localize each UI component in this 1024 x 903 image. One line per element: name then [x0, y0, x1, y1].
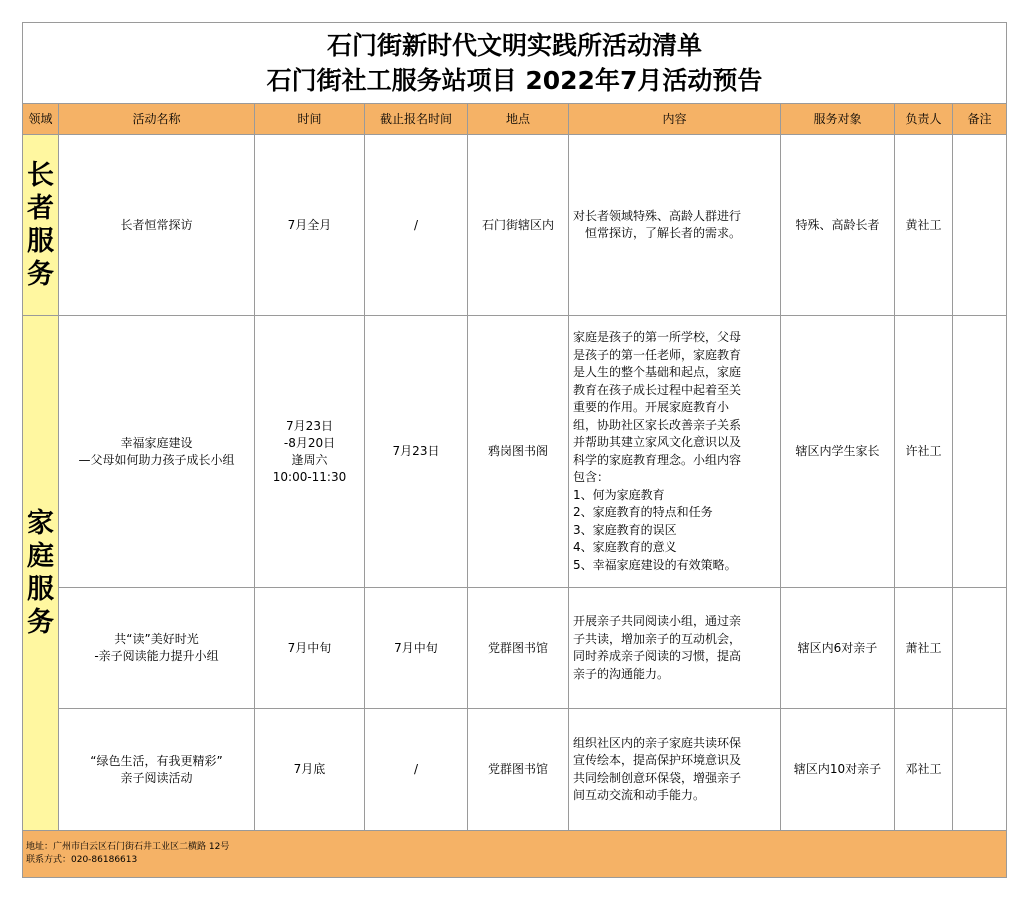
activity-deadline: / — [365, 135, 468, 316]
header-deadline: 截止报名时间 — [365, 104, 468, 135]
header-place: 地点 — [468, 104, 569, 135]
activity-note — [953, 316, 1007, 588]
activity-content: 开展亲子共同阅读小组，通过亲 子共读，增加亲子的互动机会， 同时养成亲子阅读的习惯，提高 亲子的沟通能力。 — [569, 588, 781, 709]
activity-table — [22, 22, 1007, 878]
activity-deadline: 7月23日 — [365, 316, 468, 588]
header-row — [23, 104, 1007, 135]
title-line-2: 石门街社工服务站项目 2022年7月活动预告 — [266, 66, 763, 95]
domain-elderly: 长者服务 — [23, 135, 59, 316]
header-target: 服务对象 — [781, 104, 895, 135]
activity-owner: 黄社工 — [895, 135, 953, 316]
activity-target: 辖区内10对亲子 — [781, 709, 895, 831]
activity-name: 共“读”美好时光 -亲子阅读能力提升小组 — [59, 588, 255, 709]
activity-name: 幸福家庭建设 —父母如何助力孩子成长小组 — [59, 316, 255, 588]
activity-name: “绿色生活，有我更精彩” 亲子阅读活动 — [59, 709, 255, 831]
activity-time: 7月23日 -8月20日 逢周六 10:00-11:30 — [255, 316, 365, 588]
header-note: 备注 — [953, 104, 1007, 135]
activity-place: 党群图书馆 — [468, 709, 569, 831]
footer-info — [23, 831, 1007, 878]
activity-note — [953, 588, 1007, 709]
activity-place: 党群图书馆 — [468, 588, 569, 709]
activity-target: 辖区内学生家长 — [781, 316, 895, 588]
activity-target: 辖区内6对亲子 — [781, 588, 895, 709]
activity-time: 7月底 — [255, 709, 365, 831]
activity-deadline: 7月中旬 — [365, 588, 468, 709]
activity-place: 石门街辖区内 — [468, 135, 569, 316]
activity-content: 组织社区内的亲子家庭共读环保 宣传绘本，提高保护环境意识及 共同绘制创意环保袋，增强亲子 间互动交流和动手能力。 — [569, 709, 781, 831]
activity-owner: 许社工 — [895, 316, 953, 588]
activity-deadline: / — [365, 709, 468, 831]
activity-content: 对长者领域特殊、高龄人群进行 恒常探访，了解长者的需求。 — [569, 135, 781, 316]
title-line-1: 石门街新时代文明实践所活动清单 — [326, 31, 702, 60]
activity-target: 特殊、高龄长者 — [781, 135, 895, 316]
table-row — [23, 135, 1007, 316]
header-time: 时间 — [255, 104, 365, 135]
header-domain: 领域 — [23, 104, 59, 135]
header-content: 内容 — [569, 104, 781, 135]
footer-row — [23, 831, 1007, 878]
header-activity-name: 活动名称 — [59, 104, 255, 135]
activity-time: 7月中旬 — [255, 588, 365, 709]
header-owner: 负责人 — [895, 104, 953, 135]
activity-place: 鸦岗图书阁 — [468, 316, 569, 588]
footer-contact: 联系方式：020-86186613 — [26, 855, 138, 865]
activity-note — [953, 709, 1007, 831]
sheet-title — [23, 23, 1007, 104]
activity-time: 7月全月 — [255, 135, 365, 316]
table-row — [23, 316, 1007, 588]
activity-sheet — [22, 22, 1006, 876]
footer-address: 地址：广州市白云区石门街石井工业区二横路 12号 — [26, 842, 230, 852]
activity-name: 长者恒常探访 — [59, 135, 255, 316]
activity-owner: 邓社工 — [895, 709, 953, 831]
activity-owner: 萧社工 — [895, 588, 953, 709]
domain-family: 家庭服务 — [23, 316, 59, 831]
table-row — [23, 588, 1007, 709]
table-row — [23, 709, 1007, 831]
activity-content: 家庭是孩子的第一所学校，父母 是孩子的第一任老师，家庭教育 是人生的整个基础和起点，家庭 教育在孩子成长过程中起着至关 重要的作用。开展家庭教育小 组，协助社区家长改善亲子关系 并帮助其建立家风文化意识以及 科学的家庭教育理念。小组内容 包含： 1、何为家庭教育 2、家庭教育的特点和任务 3、家庭教育的误区 4、家庭教育的意义 5、幸福家庭建设的有效策略。 — [569, 316, 781, 588]
activity-note — [953, 135, 1007, 316]
